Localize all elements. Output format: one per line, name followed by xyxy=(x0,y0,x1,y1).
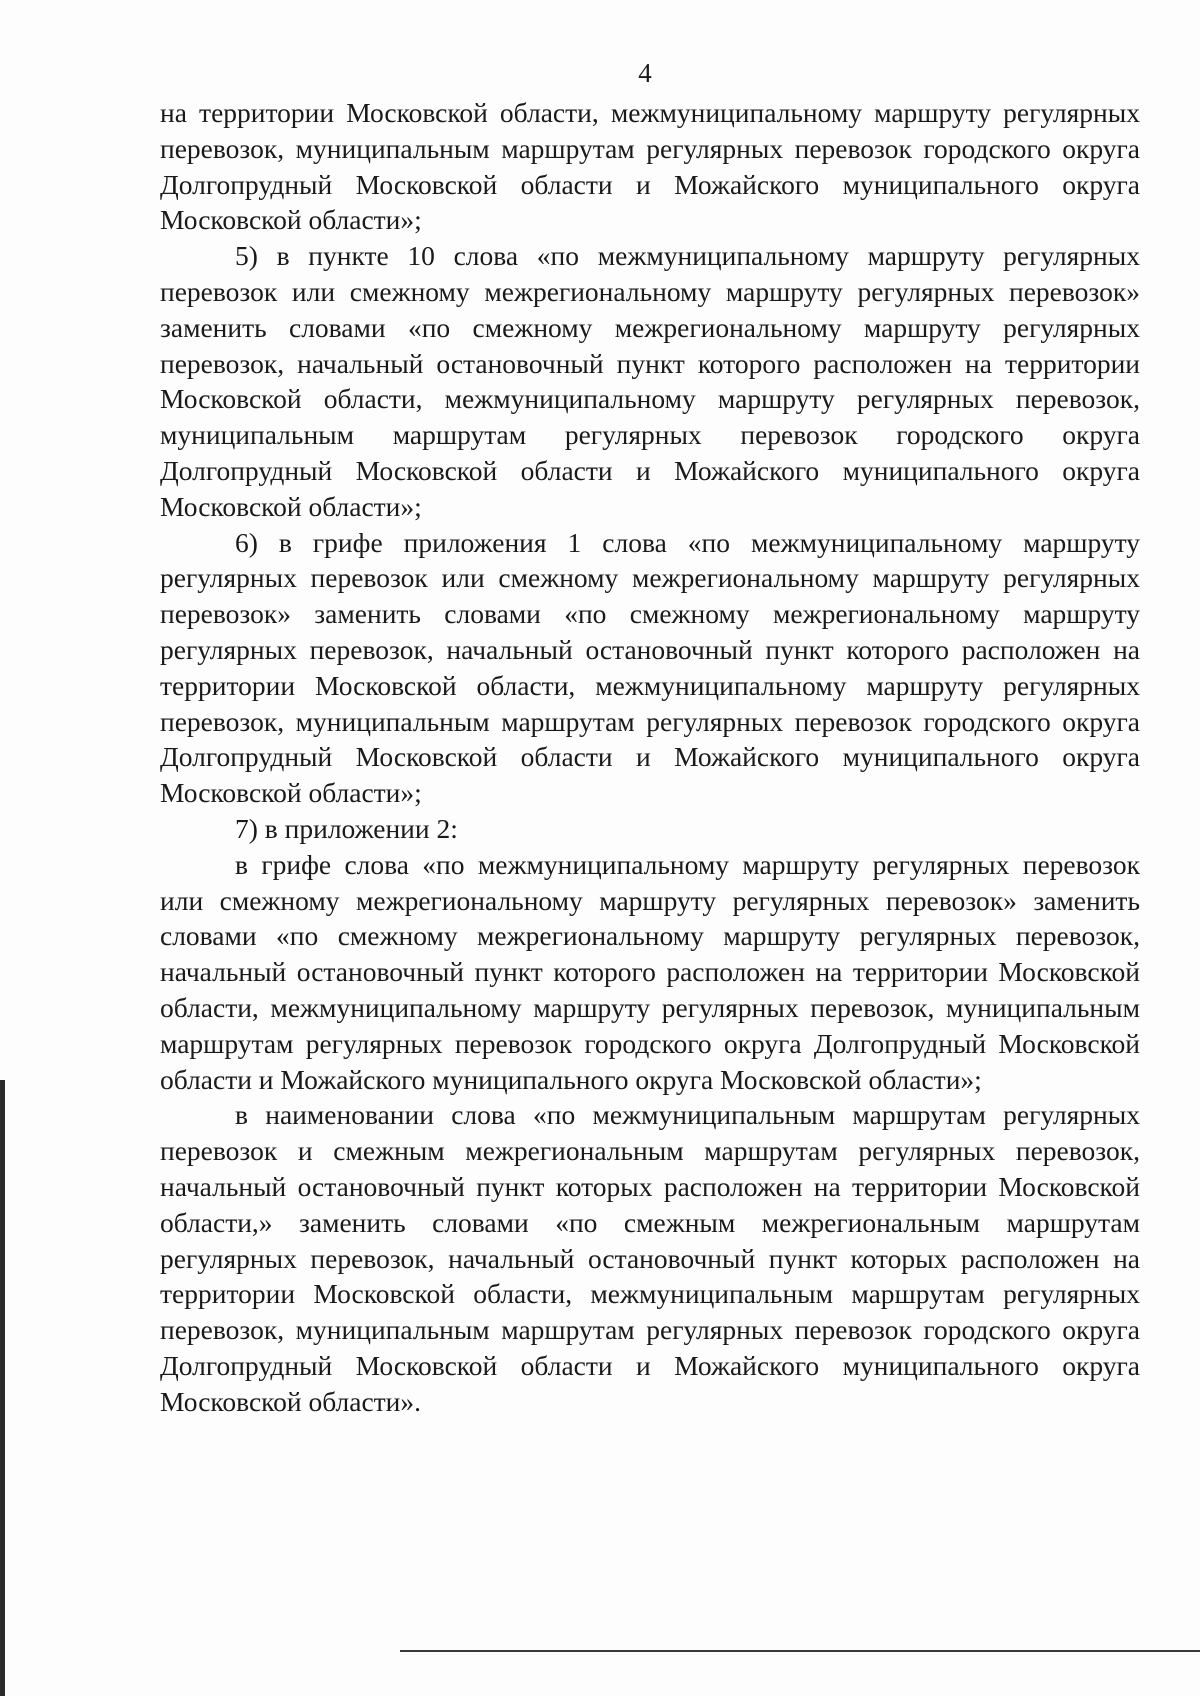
paragraph-item-7: 7) в приложении 2: xyxy=(235,812,458,844)
paragraph-item-7-grif: в грифе слова «по межмуниципальному маршруту регулярных перевозок или смежному межрегиональному маршруту регулярных перевозок» заменить словами «по смежному межрегиональному маршруту регулярных перевозок, начальный остановочный пункт которого расположен на территории Московской области, межмуниципальному маршруту регулярных перевозок, муниципальным маршрутам регулярных перевозок городского округа Долгопрудный Московской области и Можайского муниципального округа Московской области»; xyxy=(160,848,1140,1095)
paragraph-item-5: 5) в пункте 10 слова «по межмуниципальному маршруту регулярных перевозок или смежному межрегиональному маршруту регулярных перевозок» заменить словами «по смежному межрегиональному маршруту регулярных перевозок, начальный остановочный пункт которого расположен на территории Московской области, межмуниципальному маршруту регулярных перевозок, муниципальным маршрутам регулярных перевозок городского округа Долгопрудный Московской области и Можайского муниципального округа Московской области»; xyxy=(160,240,1140,522)
document-body xyxy=(160,95,1140,1419)
paragraph-continuation: на территории Московской области, межмуниципальному маршруту регулярных перевозок, муниципальным маршрутам регулярных перевозок городского округа Долгопрудный Московской области и Можайского муниципального округа Московской области»; xyxy=(160,97,1140,236)
paragraph-item-6: 6) в грифе приложения 1 слова «по межмуниципальному маршруту регулярных перевозок или смежному межрегиональному маршруту регулярных перевозок» заменить словами «по смежному межрегиональному маршруту регулярных перевозок, начальный остановочный пункт которого расположен на территории Московской области, межмуниципальному маршруту регулярных перевозок, муниципальным маршрутам регулярных перевозок городского округа Долгопрудный Московской области и Можайского муниципального округа Московской области»; xyxy=(160,526,1140,809)
scan-edge-bottom xyxy=(400,1650,1200,1652)
scan-edge-left xyxy=(0,1080,5,1696)
page-number: 4 xyxy=(638,58,652,88)
paragraph-item-7-name: в наименовании слова «по межмуниципальным маршрутам регулярных перевозок и смежным межрегиональным маршрутам регулярных перевозок, начальный остановочный пункт которых расположен на территории Московской области,» заменить словами «по смежным межрегиональным маршрутам регулярных перевозок, начальный остановочный пункт которых расположен на территории Московской области, межмуниципальным маршрутам регулярных перевозок, муниципальным маршрутам регулярных перевозок городского округа Долгопрудный Московской области и Можайского муниципального округа Московской области». xyxy=(160,1099,1140,1417)
